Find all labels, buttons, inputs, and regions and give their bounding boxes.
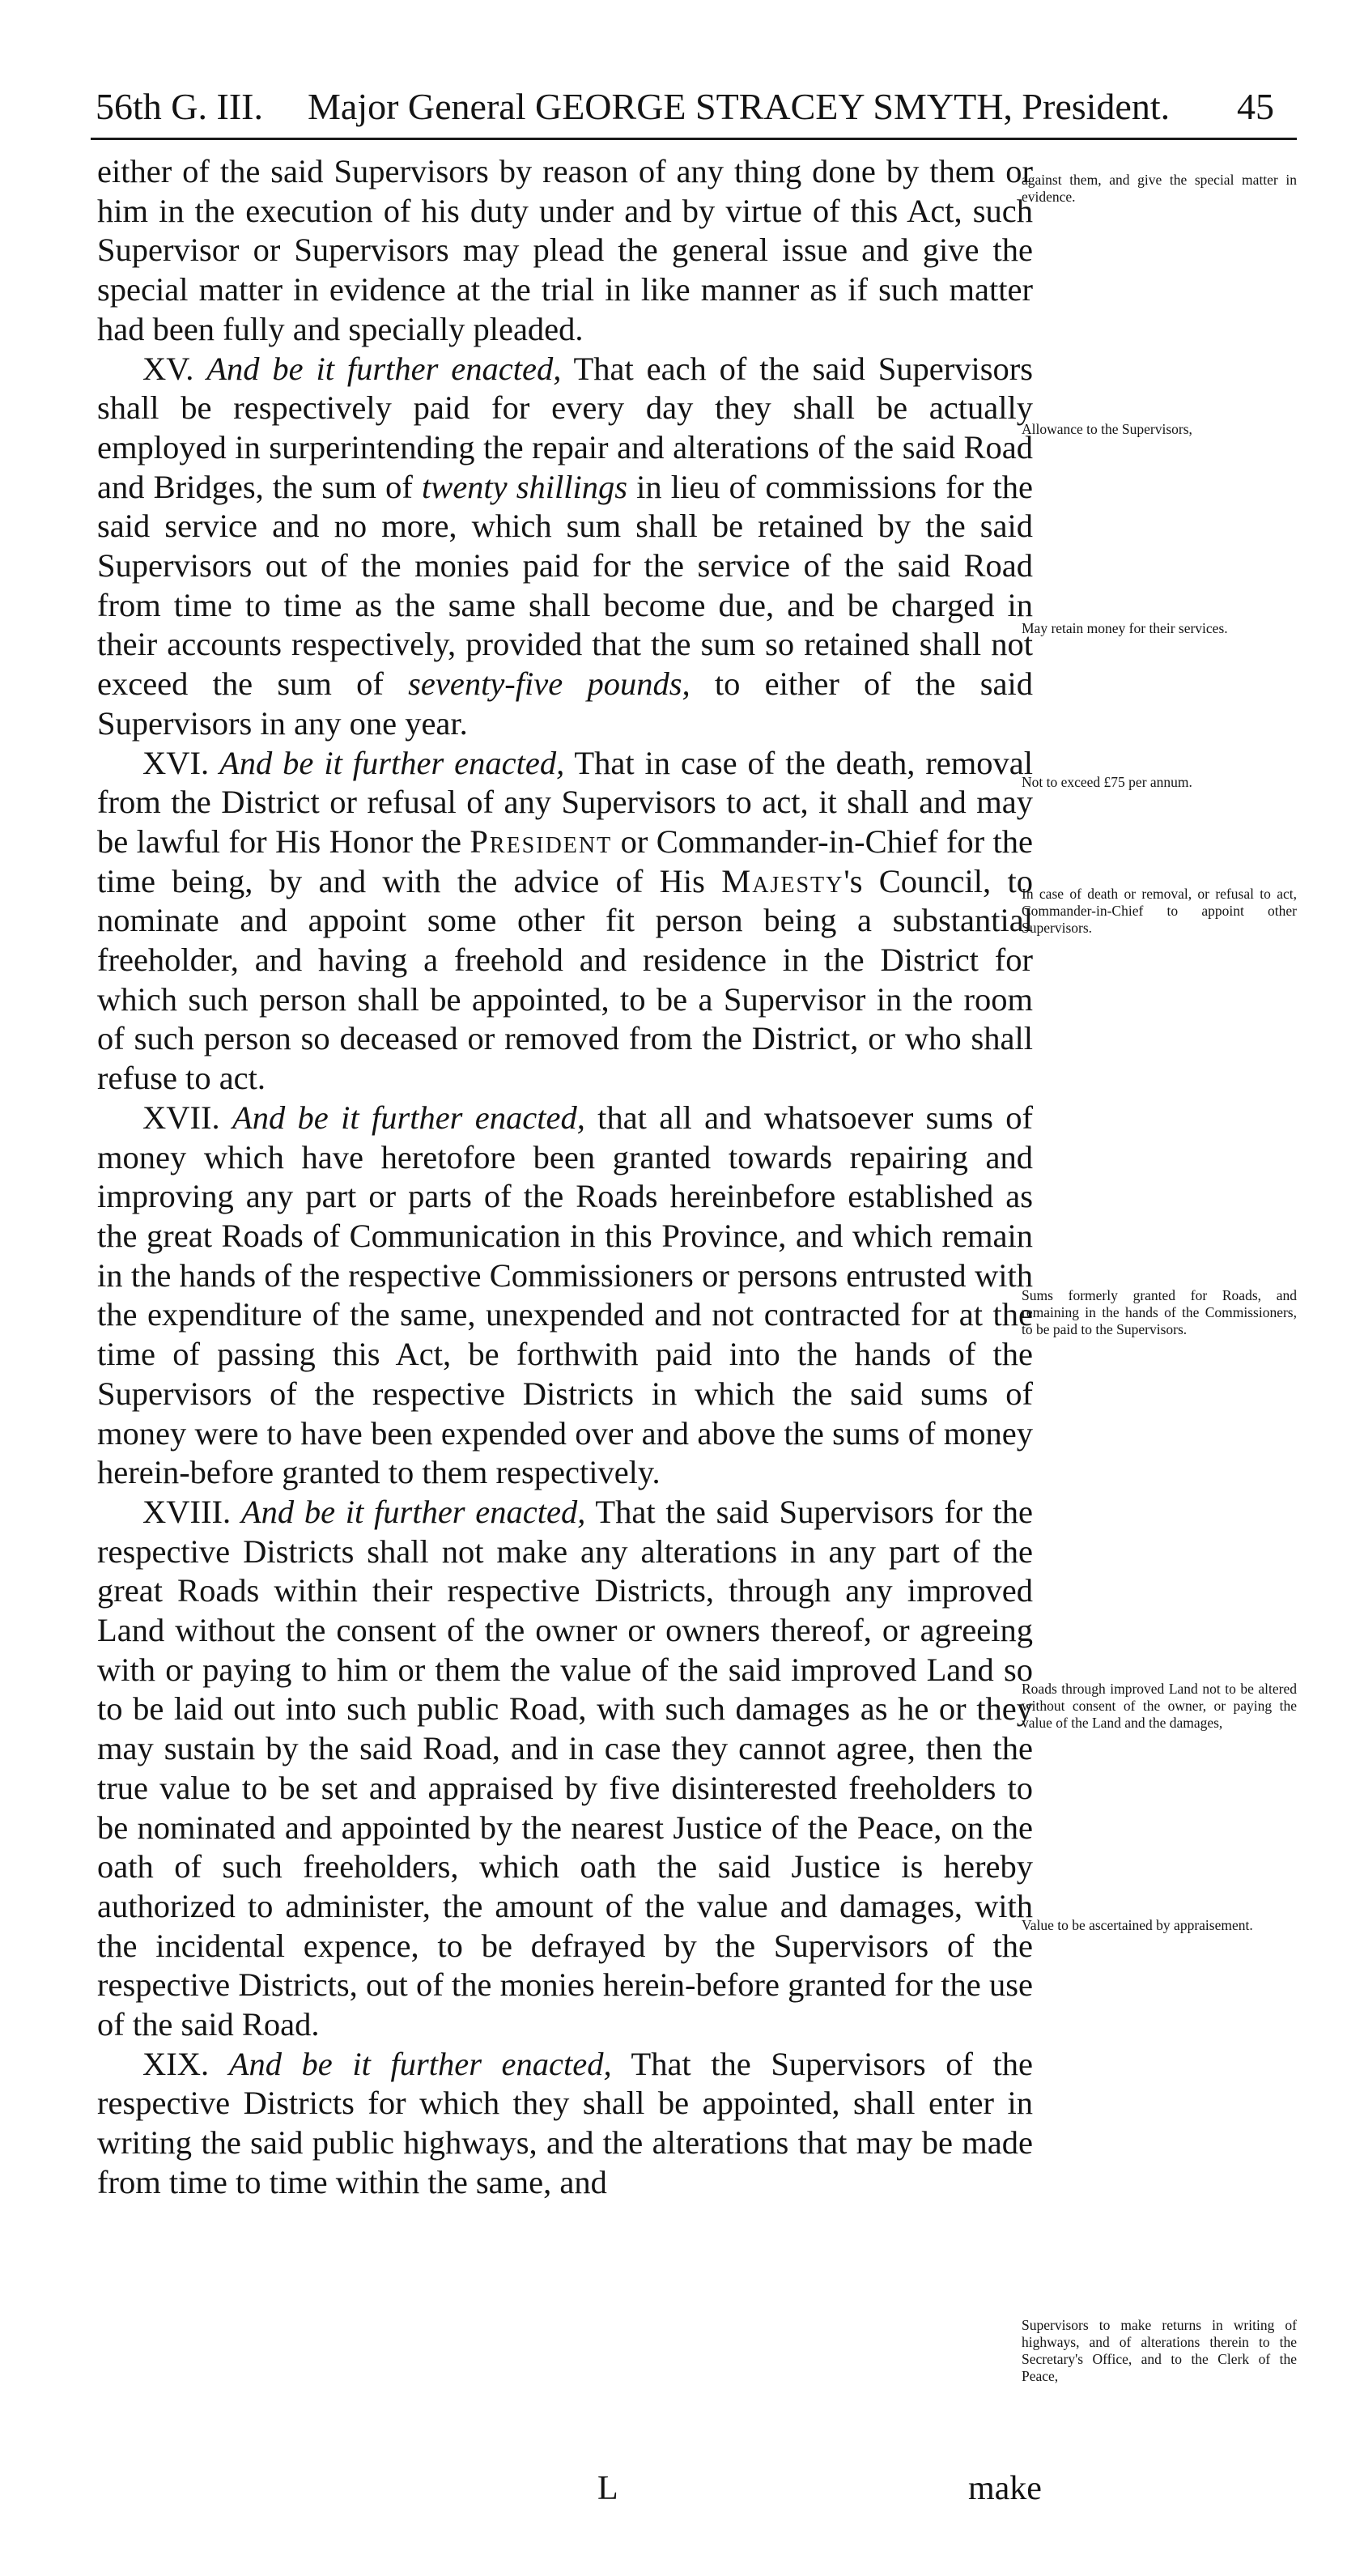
enacting-clause: And be it further enacted, (206, 350, 562, 387)
section-17: XVII. And be it further enacted, that all and whatsoever sums of money which have heretofore been granted towards repairing and improving any part or parts of the Roads hereinbefore established as the great Roads of Communication in this Province, and which remain in the hands of the respective Commissioners or persons entrusted with the expenditure of the same, unexpended and not contracted for at the time of passing this Act, be forthwith paid into the hands of the Supervisors of the respective Districts in which the said sums of money were to have been expended over and above the sums of money herein-before granted to them respectively. (97, 1099, 1034, 1491)
margin-note: Not to exceed £75 per annum. (1022, 774, 1192, 790)
paragraph-14-continued: either of the said Supervisors by reason of any thing done by them or him in the execution of his duty under and by virtue of this Act, such Supervisor or Supervisors may plead the general issue and give the special matter in evidence at the trial in like manner as if such matter had been fully and specially pleaded. (97, 153, 1033, 347)
section-number: XV. (142, 350, 194, 387)
section-18: XVIII. And be it further enacted, That the said Supervisors for the respective Districts shall not make any alterations in any part of the great Roads within their respective Districts, through any improved Land without the consent of the owner or owners thereof, or agreeing with or paying to him or them the value of the said improved Land so to be laid out into such public Road, with such damages as he or they may sustain by the said Road, and in case they cannot agree, then the true value to be set and appraised by five disinterested freeholders to be nominated and appointed by the nearest Justice of the Peace, on the oath of such freeholders, which oath the said Justice is hereby authorized to administer, the amount of the value and damages, with the incidental expence, to be defrayed by the Supervisors of the respective Districts, out of the monies herein-before granted for the use of the said Road. (97, 1493, 1033, 2043)
margin-note: Supervisors to make returns in writing of highways, and of alterations therein to the Secretary's Office, and to the Clerk of the Peace, (1022, 2317, 1297, 2384)
margin-note: against them, and give the special matter in evidence. (1022, 172, 1297, 205)
header-rule (91, 138, 1297, 140)
section-19: XIX. And be it further enacted, That the Supervisors of the respective Districts for which they shall be appointed, shall enter in writing the said public highways, and the alterations that may be made from time to time within the same, and (97, 2045, 1033, 2200)
page-number: 45 (1237, 86, 1274, 127)
margin-note: Sums formerly granted for Roads, and remaining in the hands of the Commissioners, to be paid to the Supervisors. (1022, 1287, 1297, 1337)
section-number: XIX. (142, 2045, 210, 2082)
enacting-clause: And be it further enacted, (228, 2045, 612, 2082)
margin-note: Roads through improved Land not to be altered without consent of the owner, or paying the value of the Land and the damages, (1022, 1681, 1297, 1731)
margin-note: In case of death or removal, or refusal to act, Commander-in-Chief to appoint other Supervisors. (1022, 886, 1297, 936)
enacting-clause: And be it further enacted, (232, 1099, 585, 1136)
signature-mark: L (597, 2470, 618, 2507)
body-text (97, 152, 1033, 2203)
catchword: make (968, 2470, 1042, 2507)
section-15: XV. And be it further enacted, That each of the said Supervisors shall be respectively paid for every day they shall be actually employed in surperintending the repair and alterations of the said Road and Bridges, the sum of twenty shillings in lieu of commissions for the said service and no more, which sum shall be retained by the said Supervisors out of the monies paid for the service of the said Road from time to time as the same shall become due, and be charged in their accounts respectively, provided that the sum so retained shall not exceed the sum of seventy-five pounds, to either of the said Supervisors in any one year. (97, 350, 1034, 742)
margin-note: Allowance to the Supervisors, (1022, 421, 1192, 437)
enacting-clause: And be it further enacted, (240, 1493, 586, 1530)
section-number: XVII. (142, 1099, 220, 1136)
enacting-clause: And be it further enacted, (219, 744, 565, 781)
running-header (96, 78, 1294, 136)
section-number: XVIII. (142, 1493, 232, 1530)
margin-note: May retain money for their services. (1022, 620, 1228, 636)
header-title: Major General GEORGE STRACEY SMYTH, President. (308, 86, 1171, 127)
margin-note: Value to be ascertained by appraisement. (1022, 1917, 1253, 1933)
section-number: XVI. (142, 744, 210, 781)
header-session: 56th G. III. (96, 86, 263, 127)
section-16: XVI. And be it further enacted, That in case of the death, removal from the District or refusal of any Supervisors to act, it shall and may be lawful for His Honor the President or Commander-in-Chief for the time being, by and with the advice of His Majesty's Council, to nominate and appoint some other fit person being a substantial freeholder, and having a freehold and residence in the District for which such person shall be appointed, to be a Supervisor in the room of such person so deceased or removed from the District, or who shall refuse to act. (97, 744, 1034, 1097)
